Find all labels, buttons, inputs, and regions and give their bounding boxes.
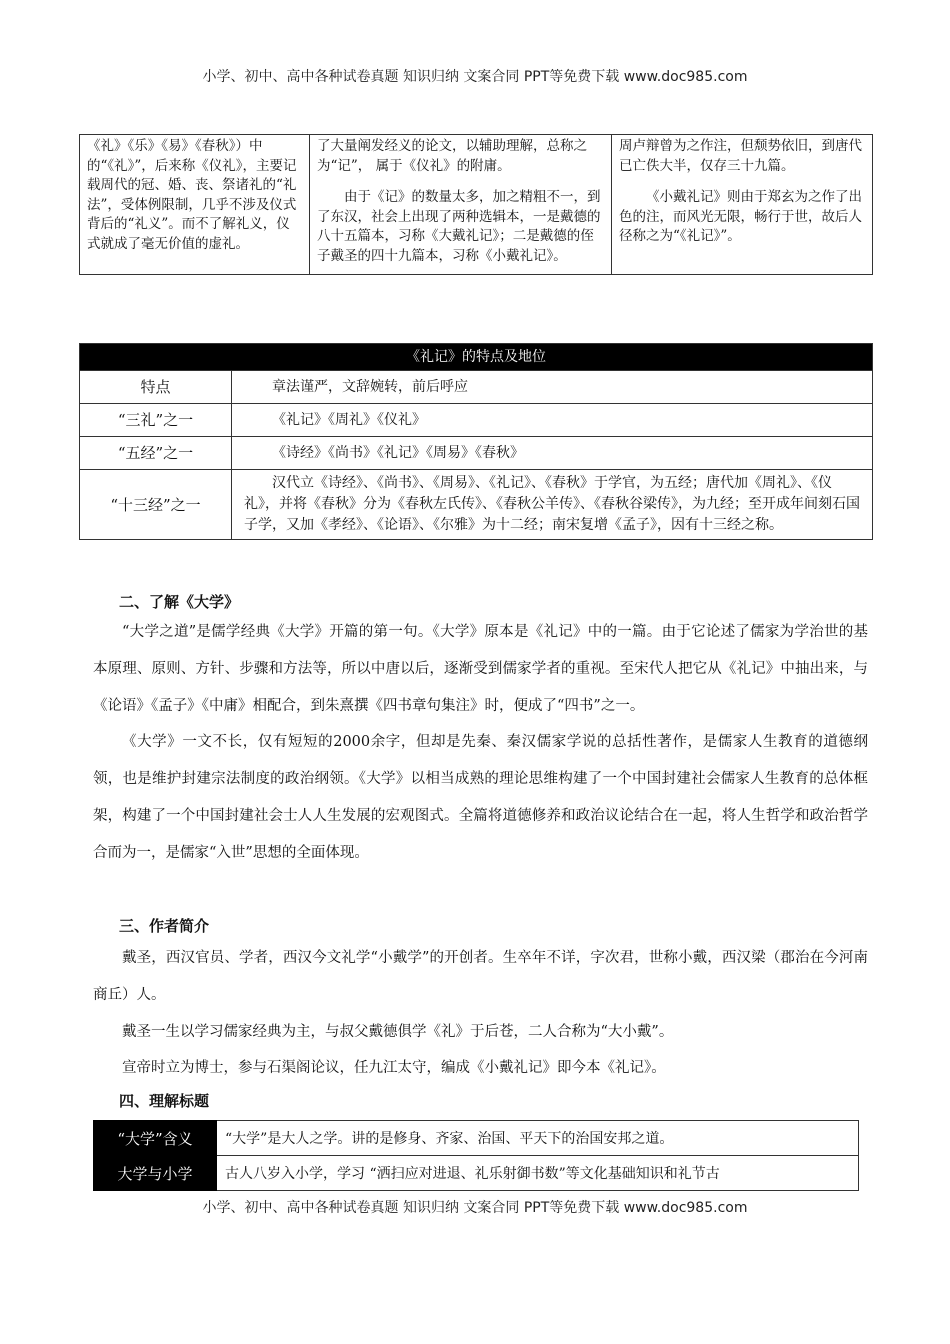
feature-value: 汉代立《诗经》、《尚书》、《周易》、《礼记》、《春秋》于学官，为五经；唐代加《周礼》、《仪礼》，并将《春秋》分为《春秋左氏传》、《春秋公羊传》、《春秋谷梁传》，为九经；至开成年间刻石国子学，又加《孝经》、《论语》、《尔雅》为十二经；南宋复增《孟子》，因有十三经之称。 [232, 470, 873, 540]
title-table-key: “大学”含义 [94, 1121, 217, 1156]
section-2-heading: 二、了解《大学》 [119, 593, 240, 611]
section-4-heading: 四、理解标题 [119, 1092, 210, 1110]
section-3-heading: 三、作者简介 [119, 917, 210, 935]
title-table-value: 古人八岁入小学，学习 “洒扫应对进退、礼乐射御书数”等文化基础知识和礼节古 [217, 1156, 859, 1191]
page-footer: 小学、初中、高中各种试卷真题 知识归纳 文案合同 PPT等免费下载 www.doc985.com [202, 1200, 748, 1216]
section-2-paragraph: 《大学》一文不长，仅有短短的2000余字，但却是先秦、秦汉儒家学说的总括性著作，是儒家人生教育的道德纲领，也是维护封建宗法制度的政治纲领。《大学》以相当成熟的理论思维构建了一个中国封建社会儒家人生教育的总体框架，构建了一个中国封建社会士人人生发展的宏观图式。全篇将道德修养和政治议论结合在一起，将人生哲学和政治哲学合而为一，是儒家“入世”思想的全面体现。 [93, 734, 868, 861]
page-header: 小学、初中、高中各种试卷真题 知识归纳 文案合同 PPT等免费下载 www.doc985.com [202, 69, 748, 85]
feature-value: 章法谨严，文辞婉转，前后呼应 [232, 371, 873, 404]
history-col-3-p1: 周卢辩曾为之作注，但颓势依旧，到唐代已亡佚大半，仅存三十九篇。 [619, 138, 862, 174]
section-2-paragraph: “大学之道”是儒学经典《大学》开篇的第一句。《大学》原本是《礼记》中的一篇。由于它论述了儒家为学治世的基本原理、原则、方针、步骤和方法等，所以中唐以后，逐渐受到儒家学者的重视。至宋代人把它从《礼记》中抽出来，与《论语》《孟子》《中庸》相配合，到朱熹撰《四书章句集注》时，便成了“四书”之一。 [93, 624, 868, 714]
feature-key: “十三经”之一 [80, 470, 232, 540]
history-col-1-text: 《礼》《乐》《易》《春秋》）中的“《礼》”，后来称《仪礼》，主要记载周代的冠、婚、丧、祭诸礼的“礼法”，受体例限制，几乎不涉及仪式背后的“礼义”。而不了解礼义，仪式就成了毫无价值的虚礼。 [87, 138, 297, 252]
features-table [79, 343, 873, 540]
history-col-2-p1: 了大量阐发经义的论文，以辅助理解，总称之为“记”， 属于《仪礼》的附庸。 [317, 138, 587, 174]
history-col-2 [310, 135, 612, 275]
feature-value: 《礼记》《周礼》《仪礼》 [232, 404, 873, 437]
feature-key: 特点 [80, 371, 232, 404]
section-3-body [93, 940, 868, 1087]
section-3-paragraph: 宣帝时立为博士，参与石渠阁论议，任九江太守，编成《小戴礼记》即今本《礼记》。 [122, 1060, 666, 1077]
history-col-2-p2: 由于《记》的数量太多，加之精粗不一，到了东汉，社会上出现了两种选辑本，一是戴德的八十五篇本，习称《大戴礼记》；二是戴德的侄子戴圣的四十九篇本，习称《小戴礼记》。 [317, 189, 601, 264]
feature-value: 《诗经》《尚书》《礼记》《周易》《春秋》 [232, 437, 873, 470]
section-3-paragraph: 戴圣一生以学习儒家经典为主，与叔父戴德俱学《礼》于后苍，二人合称为“大小戴”。 [122, 1023, 674, 1040]
feature-key: “三礼”之一 [80, 404, 232, 437]
section-2-body [93, 614, 868, 872]
features-table-title: 《礼记》的特点及地位 [80, 344, 873, 371]
feature-key: “五经”之一 [80, 437, 232, 470]
title-table-key: 大学与小学 [94, 1156, 217, 1191]
history-col-3-p2: 《小戴礼记》则由于郑玄为之作了出色的注，而风光无限，畅行于世，故后人径称之为“《礼记》”。 [619, 189, 862, 244]
section-3-paragraph: 戴圣，西汉官员、学者，西汉今文礼学“小戴学”的开创者。生卒年不详，字次君，世称小戴，西汉梁（郡治在今河南商丘）人。 [93, 950, 868, 1003]
history-col-3 [612, 135, 873, 275]
title-table-value: “大学”是大人之学。讲的是修身、齐家、治国、平天下的治国安邦之道。 [217, 1121, 859, 1156]
history-col-1 [80, 135, 310, 275]
history-table [79, 134, 873, 275]
title-table [93, 1120, 859, 1191]
